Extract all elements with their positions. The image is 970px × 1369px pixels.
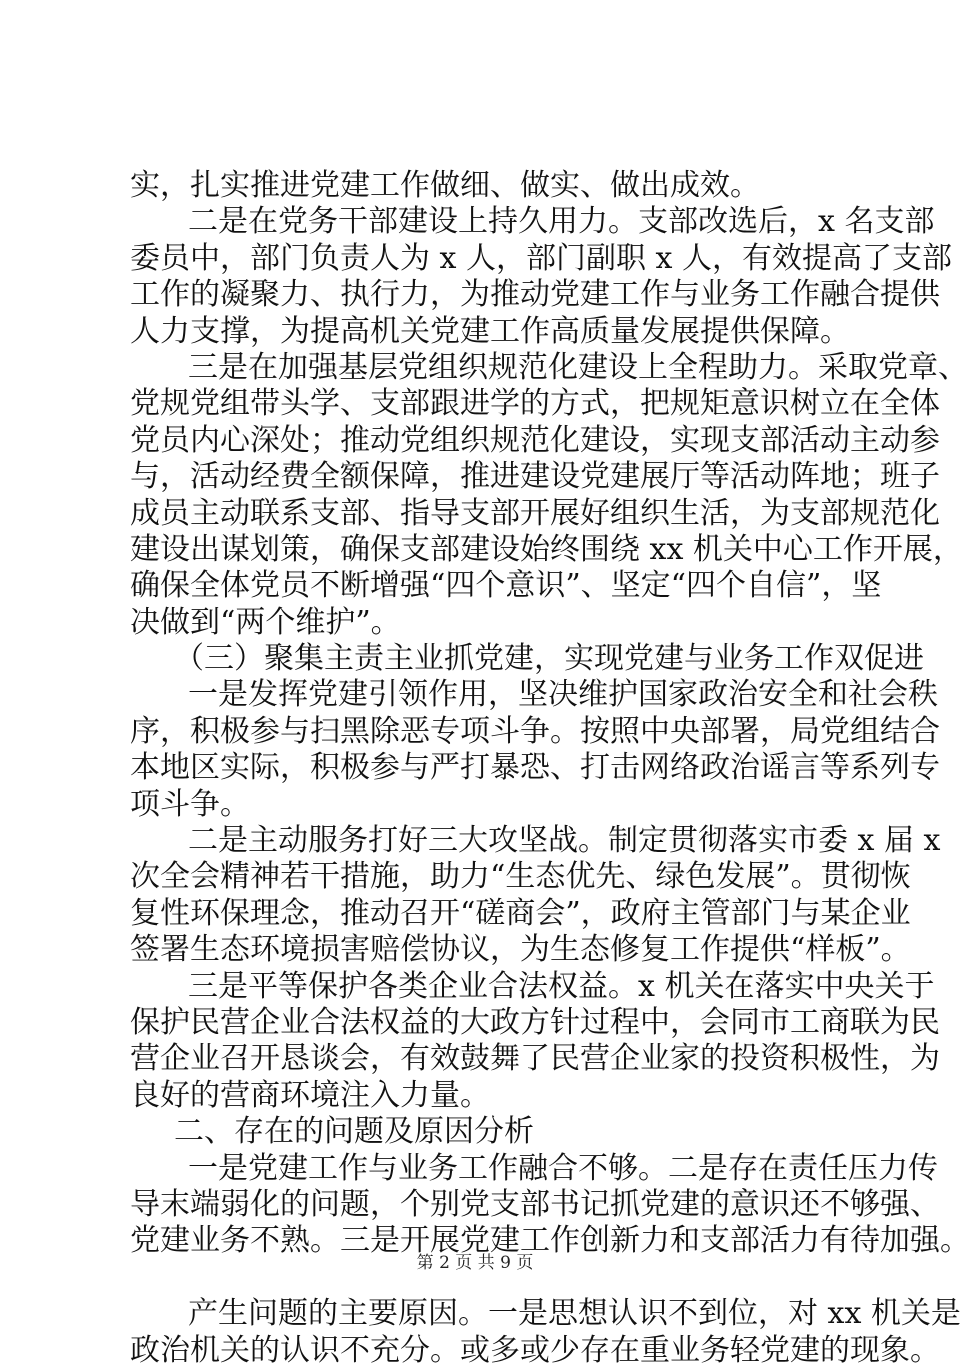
paragraph-line: 工作的凝聚力、执行力，为推动党建工作与业务工作融合提供 [130, 277, 940, 313]
paragraph-line: 二是在党务干部建设上持久用力。支部改选后，x 名支部 [188, 204, 935, 240]
paragraph-line: 复性环保理念，推动召开“磋商会”，政府主管部门与某企业 [130, 895, 911, 931]
paragraph-line: 导末端弱化的问题，个别党支部书记抓党建的意识还不够强、 [130, 1186, 940, 1222]
paragraph-line: 次全会精神若干措施，助力“生态优先、绿色发展”。贯彻恢 [130, 859, 911, 895]
paragraph-line: 签署生态环境损害赔偿协议，为生态修复工作提供“样板”。 [130, 932, 911, 968]
paragraph-line: 三是在加强基层党组织规范化建设上全程助力。采取党章、 [188, 349, 968, 385]
paragraph-line: 一是发挥党建引领作用，坚决维护国家政治安全和社会秩 [188, 677, 938, 713]
paragraph-line: 本地区实际，积极参与严打暴恐、打击网络政治谣言等系列专 [130, 750, 940, 786]
paragraph-line: 确保全体党员不断增强“四个意识”、坚定“四个自信”，坚 [130, 568, 882, 604]
paragraph-line: 二是主动服务打好三大攻坚战。制定贯彻落实市委 x 届 x [188, 823, 941, 859]
paragraph-line: 政治机关的认识不充分。或多或少存在重业务轻党建的现象。 [130, 1332, 940, 1368]
paragraph-line: 决做到“两个维护”。 [130, 604, 401, 640]
paragraph-line: 建设出谋划策，确保支部建设始终围绕 xx 机关中心工作开展， [130, 531, 963, 567]
paragraph-line: 项斗争。 [130, 786, 250, 822]
paragraph-line: 党建业务不熟。三是开展党建工作创新力和支部活力有待加强。 [130, 1223, 970, 1259]
page-number-footer: 第 2 页 共 9 页 [416, 1253, 534, 1273]
paragraph-line: 成员主动联系支部、指导支部开展好组织生活，为支部规范化 [130, 495, 940, 531]
paragraph-line: 序，积极参与扫黑除恶专项斗争。按照中央部署，局党组结合 [130, 713, 940, 749]
paragraph-line: 人力支撑，为提高机关党建工作高质量发展提供保障。 [130, 313, 850, 349]
paragraph-line: 实，扎实推进党建工作做细、做实、做出成效。 [130, 168, 760, 203]
paragraph-line: 党规党组带头学、支部跟进学的方式，把规矩意识树立在全体 [130, 386, 940, 422]
paragraph-line: 三是平等保护各类企业合法权益。x 机关在落实中央关于 [188, 968, 935, 1004]
paragraph-line: 与，活动经费全额保障，推进建设党建展厅等活动阵地；班子 [130, 459, 940, 495]
paragraph-line: 保护民营企业合法权益的大政方针过程中，会同市工商联为民 [130, 1004, 940, 1040]
section-heading: （三）聚集主责主业抓党建，实现党建与业务工作双促进 [174, 641, 924, 677]
paragraph-line: 党员内心深处；推动党组织规范化建设，实现支部活动主动参 [130, 422, 940, 458]
section-heading: 二、存在的问题及原因分析 [174, 1114, 534, 1150]
document-body [130, 168, 970, 1369]
paragraph-line: 委员中，部门负责人为 x 人，部门副职 x 人，有效提高了支部 [130, 240, 952, 276]
paragraph-line: 良好的营商环境注入力量。 [130, 1077, 490, 1113]
paragraph-line: 产生问题的主要原因。一是思想认识不到位，对 xx 机关是 [188, 1296, 961, 1332]
paragraph-line: 营企业召开恳谈会，有效鼓舞了民营企业家的投资积极性，为 [130, 1041, 940, 1077]
paragraph-line: 一是党建工作与业务工作融合不够。二是存在责任压力传 [188, 1150, 938, 1186]
